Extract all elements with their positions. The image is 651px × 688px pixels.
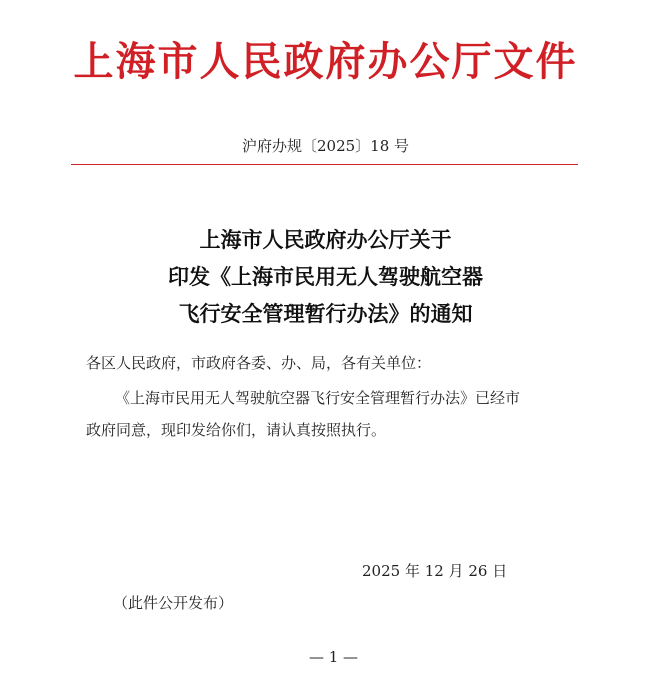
red-divider-line (71, 164, 578, 165)
salutation: 各区人民政府，市政府各委、办、局，各有关单位： (86, 354, 432, 372)
title-line-2: 印发《上海市民用无人驾驶航空器 (168, 265, 483, 289)
title-line-3: 飞行安全管理暂行办法》的通知 (178, 302, 473, 326)
body-paragraph-line-2: 政府同意，现印发给你们，请认真按照执行。 (86, 421, 387, 439)
page-number: — 1 — (308, 648, 359, 666)
body-paragraph-line-1: 《上海市民用无人驾驶航空器飞行安全管理暂行办法》已经市 (115, 389, 521, 407)
disclosure-notice: （此件公开发布） (113, 594, 234, 612)
document-masthead: 上海市人民政府办公厅文件 (73, 39, 578, 85)
issue-date: 2025 年 12 月 26 日 (362, 562, 508, 580)
document-number: 沪府办规〔2025〕18 号 (241, 137, 410, 155)
title-line-1: 上海市人民政府办公厅关于 (199, 228, 452, 252)
